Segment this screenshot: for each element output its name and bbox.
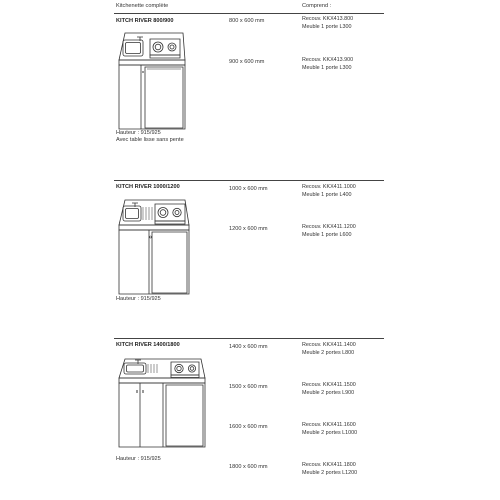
variant-size: 1600 x 600 mm [229,424,268,430]
height-note: Hauteur : 915/925 [116,130,161,136]
variant-cabinet: Meuble 2 portes L800 [302,349,355,356]
variant-reference: Recouv. KKX411.1000 [302,184,356,190]
variant-size: 1800 x 600 mm [229,464,268,470]
surface-note: Avec table lisse sans pente [116,137,184,143]
variant-cabinet: Meuble 1 porte L300 [302,64,352,71]
variant-reference: Recouv. KKX411.1600 [302,422,356,428]
variant-reference: Recouv. KKX413.800 [302,16,354,22]
kitchenette-1000-1200-drawing [113,197,193,295]
section-divider [114,338,384,339]
height-note: Hauteur : 915/925 [116,296,161,302]
variant-cabinet: Meuble 2 portes L1000 [302,429,358,436]
variant-size: 900 x 600 mm [229,59,265,65]
section-divider [114,180,384,181]
header-divider [114,13,384,14]
variant-reference: Recouv. KKX411.1400 [302,342,356,348]
variant-size: 1500 x 600 mm [229,384,268,390]
kitchenette-800-900-drawing [113,30,189,130]
variant-cabinet: Meuble 2 portes L1200 [302,469,358,476]
section-title: KITCH RIVER 1000/1200 [116,184,180,190]
section-title: KITCH RIVER 800/900 [116,18,174,24]
variant-size: 1200 x 600 mm [229,226,268,232]
variant-size: 1000 x 600 mm [229,186,268,192]
section-title: KITCH RIVER 1400/1800 [116,342,180,348]
header-right-label: Comprend : [302,3,332,9]
height-note: Hauteur : 915/925 [116,456,161,462]
variant-reference: Recouv. KKX411.1200 [302,224,356,230]
variant-size: 800 x 600 mm [229,18,265,24]
header-left-label: Kitchenette complète [116,3,169,9]
kitchenette-1400-1800-drawing [113,356,209,448]
variant-size: 1400 x 600 mm [229,344,268,350]
variant-cabinet: Meuble 2 portes L900 [302,389,355,396]
variant-cabinet: Meuble 1 porte L300 [302,23,352,30]
variant-cabinet: Meuble 1 porte L400 [302,191,352,198]
variant-reference: Recouv. KKX411.1500 [302,382,356,388]
variant-reference: Recouv. KKX411.1800 [302,462,356,468]
variant-cabinet: Meuble 1 porte L600 [302,231,352,238]
variant-reference: Recouv. KKX413.900 [302,57,354,63]
